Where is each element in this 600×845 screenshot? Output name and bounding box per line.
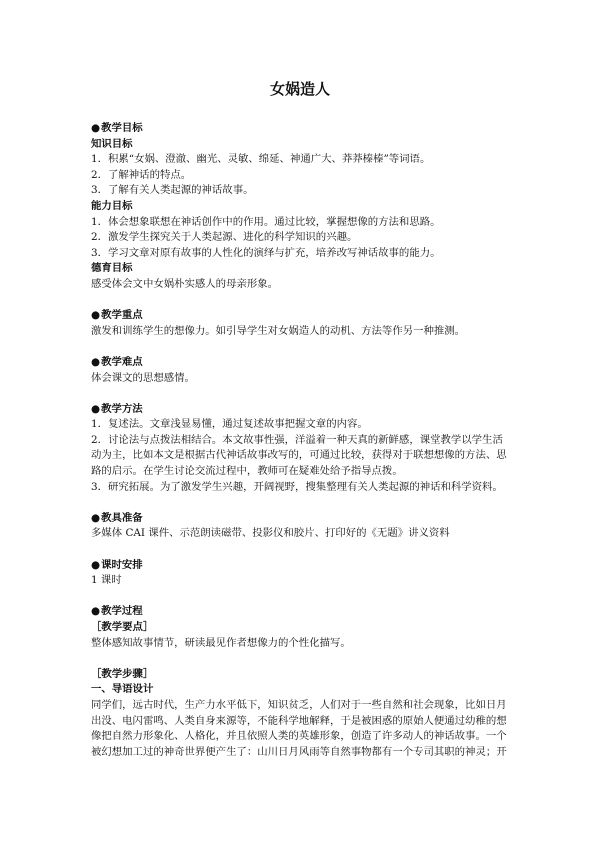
text-line: 感受体会文中女娲朴实感人的母亲形象。 xyxy=(91,277,279,290)
text-line: 整体感知故事情节，研读最见作者想像力的个性化描写。 xyxy=(91,636,351,649)
text-line: 1．体会想象联想在神话创作中的作用。通过比较，掌握想像的方法和思路。 xyxy=(91,215,441,228)
bullet-icon: ● xyxy=(91,309,101,322)
text-line: 1 课时 xyxy=(91,574,122,587)
section-heading-focus: ●教学重点 xyxy=(91,309,143,322)
text-line: 动为主，比如本文是根据古代神话故事改写的，可通过比较，获得对于联想想像的方法、思 xyxy=(91,449,507,462)
text-line: 激发和训练学生的想像力。如引导学生对女娲造人的动机、方法等作另一种推测。 xyxy=(91,324,466,337)
bullet-icon: ● xyxy=(91,122,101,134)
bullet-icon: ● xyxy=(91,605,101,618)
text-line: 3．了解有关人类起源的神话故事。 xyxy=(91,184,254,197)
text-line: 像把自然力形象化、人格化，并且依照人类的英雄形象，创造了许多动人的神话故事。一个 xyxy=(91,730,507,743)
spacer xyxy=(91,293,521,309)
text-line: 3．学习文章对原有故事的人性化的演绎与扩充，培养改写神话故事的能力。 xyxy=(91,246,441,259)
text-line: 3．研究拓展。为了激发学生兴趣，开阔视野，搜集整理有关人类起源的神话和科学资料。 xyxy=(91,480,503,493)
document-body xyxy=(91,121,521,760)
text-line: 2．讨论法与点拨法相结合。本文故事性强，洋溢着一种天真的新鲜感，课堂教学以学生活 xyxy=(91,433,503,446)
bullet-icon: ● xyxy=(91,511,101,524)
text-line: 2．激发学生探究关于人类起源、进化的科学知识的兴趣。 xyxy=(91,231,358,244)
text-line: 同学们，远古时代，生产力水平低下，知识贫乏，人们对于一些自然和社会现象，比如日月 xyxy=(91,698,507,711)
section-heading-process: ●教学过程 xyxy=(91,605,143,618)
section-heading-schedule: ●课时安排 xyxy=(91,558,143,571)
spacer xyxy=(91,339,521,355)
spacer xyxy=(91,542,521,558)
subheading-moral: 德育目标 xyxy=(91,262,133,275)
spacer xyxy=(91,495,521,511)
section-heading-methods: ●教学方法 xyxy=(91,402,143,415)
text-line: 被幻想加工过的神奇世界便产生了：山川日月风雨等自然事物都有一个专司其职的神灵；开 xyxy=(91,745,507,758)
text-line: 2．了解神话的特点。 xyxy=(91,168,192,181)
text-line: 1．积累“女娲、澄澈、幽光、灵敏、绵延、神通广大、莽莽榛榛”等词语。 xyxy=(91,153,431,166)
text-line: 路的启示。在学生讨论交流过程中，教师可在疑难处给予指导点拨。 xyxy=(91,465,403,478)
bullet-icon: ● xyxy=(91,402,101,415)
text-line: 多媒体 CAI 课件、示范朗读磁带、投影仪和胶片、打印好的《无题》讲义资料 xyxy=(91,527,450,540)
text-line: 体会课文的思想感情。 xyxy=(91,371,195,384)
section-heading-difficulty: ●教学难点 xyxy=(91,355,143,368)
subheading-key-points: ［教学要点］ xyxy=(91,621,154,633)
document-title: 女娲造人 xyxy=(269,80,330,98)
section-heading-tools: ●教具准备 xyxy=(91,511,143,524)
section-heading-goals: ●教学目标 xyxy=(91,122,143,134)
subheading-ability: 能力目标 xyxy=(91,199,133,212)
spacer xyxy=(91,651,521,667)
spacer xyxy=(91,589,521,605)
bullet-icon: ● xyxy=(91,558,101,571)
bullet-icon: ● xyxy=(91,355,101,368)
spacer xyxy=(91,386,521,402)
subheading-knowledge: 知识目标 xyxy=(91,137,133,150)
subheading-steps: ［教学步骤］ xyxy=(91,667,154,680)
text-line: 出没、电闪雷鸣、人类自身来源等，不能科学地解释，于是被困惑的原始人便通过幼稚的想 xyxy=(91,714,507,727)
subheading-intro: 一、导语设计 xyxy=(91,683,154,696)
text-line: 1．复述法。文章浅显易懂，通过复述故事把握文章的内容。 xyxy=(91,418,368,431)
